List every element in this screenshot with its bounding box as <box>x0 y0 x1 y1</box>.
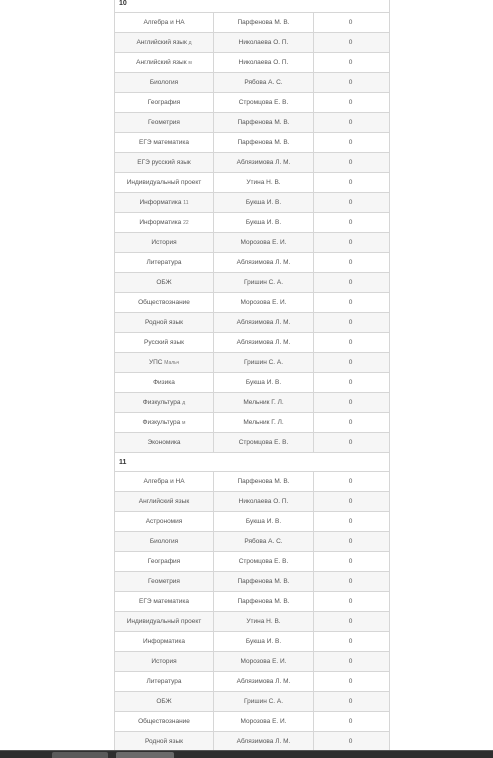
subject-cell[interactable] <box>115 732 214 751</box>
subject-name: Алгебра и НА <box>143 478 185 485</box>
subject-name: Русский язык <box>144 339 184 346</box>
subject-cell[interactable] <box>115 193 214 212</box>
subject-name: ОБЖ <box>156 279 172 286</box>
teacher-cell: Букша И. В. <box>214 632 314 651</box>
table-row[interactable] <box>115 592 389 612</box>
subject-subgroup: Мальч <box>164 360 180 366</box>
subject-name: Обществознание <box>138 718 190 725</box>
teacher-cell: Утина Н. В. <box>214 173 314 192</box>
subject-name: География <box>147 99 181 106</box>
value-cell: 0 <box>348 439 353 446</box>
value-cell: 0 <box>348 319 353 326</box>
teacher-cell: Букша И. В. <box>214 373 314 392</box>
subject-name: Родной язык <box>145 319 183 326</box>
value-cell: 0 <box>348 259 353 266</box>
table-row[interactable] <box>115 353 389 373</box>
table-row[interactable] <box>115 433 389 453</box>
subject-name: Биология <box>149 79 179 86</box>
table-row[interactable] <box>115 113 389 133</box>
table-row[interactable] <box>115 53 389 73</box>
table-row[interactable] <box>115 393 389 413</box>
teacher-cell: Букша И. В. <box>214 512 314 531</box>
subject-cell[interactable] <box>115 672 214 691</box>
subject-cell[interactable] <box>115 73 214 92</box>
subject-name: Физкультура <box>142 419 181 426</box>
subject-name: ЕГЭ математика <box>139 139 189 146</box>
subject-name: Родной язык <box>145 738 183 745</box>
subject-cell[interactable] <box>115 413 214 432</box>
subject-name: Литература <box>146 259 182 266</box>
value-cell: 0 <box>348 99 353 106</box>
value-cell: 0 <box>348 658 353 665</box>
subject-name: История <box>151 658 177 665</box>
subject-name: Геометрия <box>148 578 180 585</box>
table-row[interactable] <box>115 313 389 333</box>
subject-subgroup: 22 <box>183 220 189 226</box>
subject-name: Алгебра и НА <box>143 19 185 26</box>
subject-cell[interactable] <box>115 93 214 112</box>
subject-cell[interactable] <box>115 632 214 651</box>
subject-name: Литература <box>146 678 182 685</box>
table-row[interactable] <box>115 413 389 433</box>
value-cell: 0 <box>348 678 353 685</box>
table-row[interactable] <box>115 512 389 532</box>
teacher-cell: Морозова Е. И. <box>214 233 314 252</box>
subject-cell[interactable] <box>115 53 214 72</box>
subject-name: Английский язык <box>136 59 187 66</box>
subject-cell[interactable] <box>115 373 214 392</box>
teacher-cell: Букша И. В. <box>214 193 314 212</box>
subject-cell[interactable] <box>115 393 214 412</box>
value-cell: 0 <box>348 379 353 386</box>
table-row[interactable] <box>115 672 389 692</box>
subject-cell[interactable] <box>115 572 214 591</box>
teacher-cell: Парфенова М. В. <box>214 13 314 32</box>
value-cell: 0 <box>348 219 353 226</box>
table-row[interactable] <box>115 173 389 193</box>
subject-cell[interactable] <box>115 113 214 132</box>
teacher-cell: Гришин С. А. <box>214 692 314 711</box>
teacher-cell: Аблязимова Л. М. <box>214 153 314 172</box>
teacher-cell: Рябова А. С. <box>214 73 314 92</box>
subject-cell[interactable] <box>115 472 214 491</box>
subject-name: Экономика <box>147 439 181 446</box>
subject-subgroup: д <box>182 400 186 406</box>
group-header: 10 <box>115 0 389 13</box>
taskbar-button[interactable] <box>52 752 108 758</box>
subject-cell[interactable] <box>115 532 214 551</box>
subject-subgroup: м <box>182 420 186 426</box>
value-cell: 0 <box>348 299 353 306</box>
table-row[interactable] <box>115 472 389 492</box>
table-row[interactable] <box>115 93 389 113</box>
table-row[interactable] <box>115 33 389 53</box>
value-cell: 0 <box>348 199 353 206</box>
subject-cell[interactable] <box>115 353 214 372</box>
table-row[interactable] <box>115 492 389 512</box>
subject-cell[interactable] <box>115 512 214 531</box>
table-row[interactable] <box>115 133 389 153</box>
value-cell: 0 <box>348 279 353 286</box>
teacher-cell: Парфенова М. В. <box>214 113 314 132</box>
value-cell: 0 <box>348 59 353 66</box>
value-cell: 0 <box>348 159 353 166</box>
table-row[interactable] <box>115 293 389 313</box>
value-cell: 0 <box>348 598 353 605</box>
subject-subgroup: 11 <box>183 200 189 206</box>
subject-cell[interactable] <box>115 273 214 292</box>
value-cell: 0 <box>348 538 353 545</box>
value-cell: 0 <box>348 618 353 625</box>
table-row[interactable] <box>115 273 389 293</box>
subject-name: Биология <box>149 538 179 545</box>
subject-cell[interactable] <box>115 233 214 252</box>
subject-name: Обществознание <box>138 299 190 306</box>
subject-name: Геометрия <box>148 119 180 126</box>
subject-name: Астрономия <box>145 518 183 525</box>
subject-cell[interactable] <box>115 692 214 711</box>
value-cell: 0 <box>348 39 353 46</box>
value-cell: 0 <box>348 339 353 346</box>
teacher-cell: Парфенова М. В. <box>214 592 314 611</box>
table-row[interactable] <box>115 153 389 173</box>
teacher-cell: Парфенова М. В. <box>214 472 314 491</box>
subject-name: Английский язык <box>138 498 190 505</box>
table-row[interactable] <box>115 632 389 652</box>
subject-name: История <box>151 239 177 246</box>
subject-name: Индивидуальный проект <box>126 618 202 625</box>
subject-cell[interactable] <box>115 13 214 32</box>
subject-cell[interactable] <box>115 492 214 511</box>
value-cell: 0 <box>348 478 353 485</box>
subject-cell[interactable] <box>115 133 214 152</box>
table-row[interactable] <box>115 532 389 552</box>
subject-cell[interactable] <box>115 333 214 352</box>
table-row[interactable] <box>115 692 389 712</box>
subject-cell[interactable] <box>115 213 214 232</box>
subject-cell[interactable] <box>115 293 214 312</box>
value-cell: 0 <box>348 419 353 426</box>
subject-subgroup: д <box>188 40 192 46</box>
value-cell: 0 <box>348 359 353 366</box>
teacher-cell: Морозова Е. И. <box>214 712 314 731</box>
teacher-cell: Николаева О. П. <box>214 53 314 72</box>
table-row[interactable] <box>115 572 389 592</box>
value-cell: 0 <box>348 179 353 186</box>
table-row[interactable] <box>115 652 389 672</box>
teacher-cell: Гришин С. А. <box>214 353 314 372</box>
subject-cell[interactable] <box>115 652 214 671</box>
subject-name: Физика <box>153 379 175 386</box>
subject-name: Индивидуальный проект <box>126 179 202 186</box>
value-cell: 0 <box>348 518 353 525</box>
table-row[interactable] <box>115 253 389 273</box>
subject-name: ЕГЭ русский язык <box>137 159 191 166</box>
table-row[interactable] <box>115 333 389 353</box>
teacher-cell: Стромцова Е. В. <box>214 93 314 112</box>
subject-subgroup: м <box>188 60 192 66</box>
value-cell: 0 <box>348 239 353 246</box>
subject-name: ЕГЭ математика <box>139 598 189 605</box>
teacher-cell: Гришин С. А. <box>214 273 314 292</box>
value-cell: 0 <box>348 79 353 86</box>
value-cell: 0 <box>348 119 353 126</box>
teacher-cell: Николаева О. П. <box>214 33 314 52</box>
journal-table <box>114 0 390 752</box>
taskbar-button-active[interactable] <box>116 752 174 758</box>
table-row[interactable] <box>115 193 389 213</box>
value-cell: 0 <box>348 399 353 406</box>
group-header: 11 <box>115 453 389 472</box>
value-cell: 0 <box>348 578 353 585</box>
teacher-cell: Мельник Г. Л. <box>214 413 314 432</box>
subject-cell[interactable] <box>115 173 214 192</box>
teacher-cell: Рябова А. С. <box>214 532 314 551</box>
teacher-cell: Аблязимова Л. М. <box>214 333 314 352</box>
table-row[interactable] <box>115 213 389 233</box>
subject-name: Физкультура <box>142 399 181 406</box>
subject-name: Информатика <box>139 199 182 206</box>
teacher-cell: Утина Н. В. <box>214 612 314 631</box>
table-row[interactable] <box>115 13 389 33</box>
teacher-cell: Аблязимова Л. М. <box>214 672 314 691</box>
teacher-cell: Аблязимова Л. М. <box>214 313 314 332</box>
subject-cell[interactable] <box>115 153 214 172</box>
teacher-cell: Аблязимова Л. М. <box>214 253 314 272</box>
subject-cell[interactable] <box>115 712 214 731</box>
subject-name: ОБЖ <box>156 698 172 705</box>
value-cell: 0 <box>348 738 353 745</box>
teacher-cell: Мельник Г. Л. <box>214 393 314 412</box>
teacher-cell: Букша И. В. <box>214 213 314 232</box>
teacher-cell: Стромцова Е. В. <box>214 433 314 452</box>
subject-cell[interactable] <box>115 552 214 571</box>
subject-name: География <box>147 558 181 565</box>
table-row[interactable] <box>115 612 389 632</box>
subject-cell[interactable] <box>115 33 214 52</box>
subject-cell[interactable] <box>115 313 214 332</box>
subject-name: УПС <box>148 359 163 366</box>
teacher-cell: Морозова Е. И. <box>214 293 314 312</box>
teacher-cell: Парфенова М. В. <box>214 133 314 152</box>
value-cell: 0 <box>348 498 353 505</box>
subject-cell[interactable] <box>115 253 214 272</box>
table-row[interactable] <box>115 712 389 732</box>
teacher-cell: Морозова Е. И. <box>214 652 314 671</box>
teacher-cell: Стромцова Е. В. <box>214 552 314 571</box>
table-row[interactable] <box>115 552 389 572</box>
table-row[interactable] <box>115 233 389 253</box>
table-row[interactable] <box>115 373 389 393</box>
teacher-cell: Аблязимова Л. М. <box>214 732 314 751</box>
subject-cell[interactable] <box>115 592 214 611</box>
value-cell: 0 <box>348 558 353 565</box>
subject-name: Информатика <box>139 219 182 226</box>
value-cell: 0 <box>348 19 353 26</box>
table-row[interactable] <box>115 73 389 93</box>
subject-cell[interactable] <box>115 433 214 452</box>
subject-name: Информатика <box>143 638 185 645</box>
subject-name: Английский язык <box>136 39 187 46</box>
table-row[interactable] <box>115 732 389 752</box>
subject-cell[interactable] <box>115 612 214 631</box>
value-cell: 0 <box>348 698 353 705</box>
teacher-cell: Николаева О. П. <box>214 492 314 511</box>
value-cell: 0 <box>348 718 353 725</box>
value-cell: 0 <box>348 638 353 645</box>
teacher-cell: Парфенова М. В. <box>214 572 314 591</box>
value-cell: 0 <box>348 139 353 146</box>
